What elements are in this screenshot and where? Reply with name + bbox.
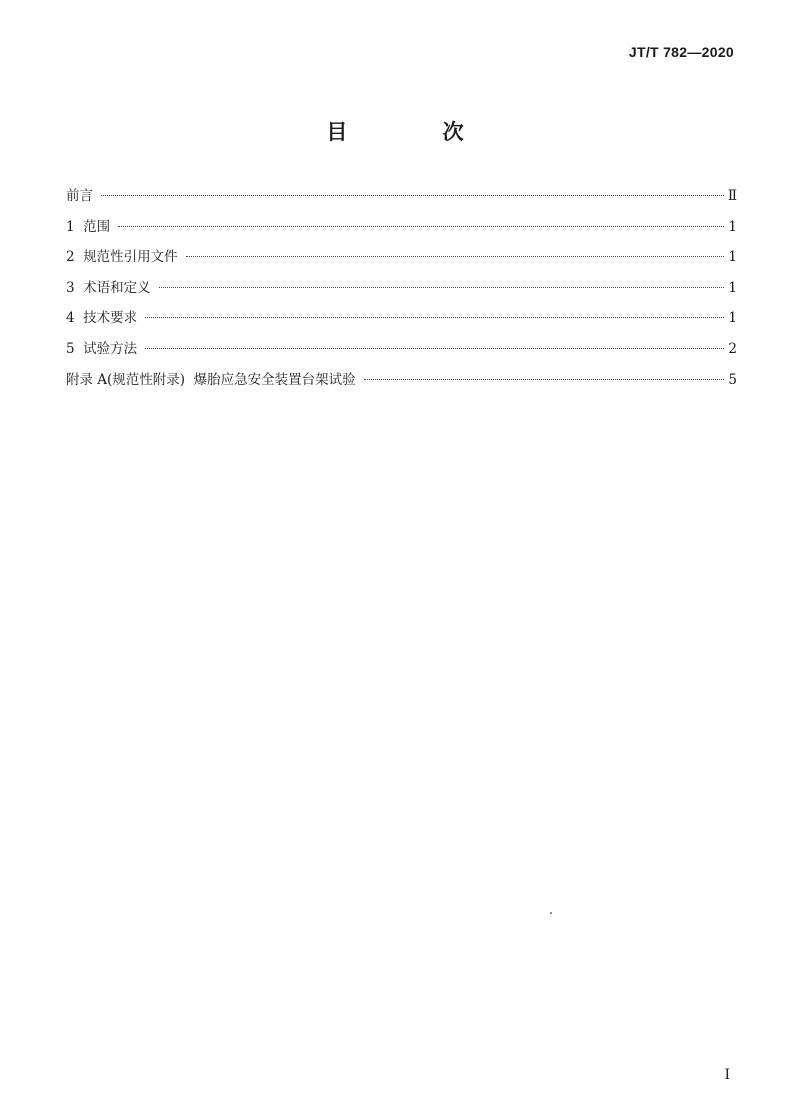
toc-entry-label: 5 试验方法 [66, 340, 138, 357]
toc-title: 目 次 [326, 120, 508, 144]
toc-entry-terms-definitions[interactable] [66, 276, 737, 307]
toc-entry-annex-a[interactable] [66, 368, 737, 399]
toc-entry-page: 2 [728, 340, 737, 357]
toc-entry-label: 2 规范性引用文件 [66, 249, 178, 266]
toc-entry-page: 1 [728, 218, 737, 235]
toc-entry-label: 1 范围 [66, 218, 111, 235]
toc-entry-label: 前言 [66, 188, 93, 204]
toc-entry-page: 1 [728, 310, 737, 327]
toc-entry-technical-requirements[interactable] [66, 306, 737, 337]
page-number: I [724, 1067, 730, 1083]
dot-leader [145, 317, 724, 318]
dot-leader [145, 348, 724, 349]
toc-entry-label: 附录 A(规范性附录) 爆胎应急安全装置台架试验 [66, 371, 356, 388]
toc-entry-label: 3 术语和定义 [66, 279, 151, 296]
dot-leader [118, 226, 724, 227]
dot-leader [364, 379, 725, 380]
scan-speck [550, 912, 552, 914]
toc-entry-scope[interactable] [66, 215, 737, 246]
toc-entry-foreword[interactable] [66, 184, 737, 215]
toc-entry-page: 1 [728, 279, 737, 296]
toc-entry-normative-references[interactable] [66, 245, 737, 276]
toc-entry-page: 5 [728, 371, 737, 388]
standard-code: JT/T 782—2020 [628, 44, 734, 60]
dot-leader [186, 256, 725, 257]
toc-entry-label: 4 技术要求 [66, 310, 138, 327]
toc-entry-page: 1 [728, 249, 737, 266]
dot-leader [101, 195, 724, 196]
dot-leader [159, 287, 725, 288]
table-of-contents [66, 184, 737, 398]
toc-entry-test-methods[interactable] [66, 337, 737, 368]
toc-entry-page: Ⅱ [727, 188, 737, 204]
